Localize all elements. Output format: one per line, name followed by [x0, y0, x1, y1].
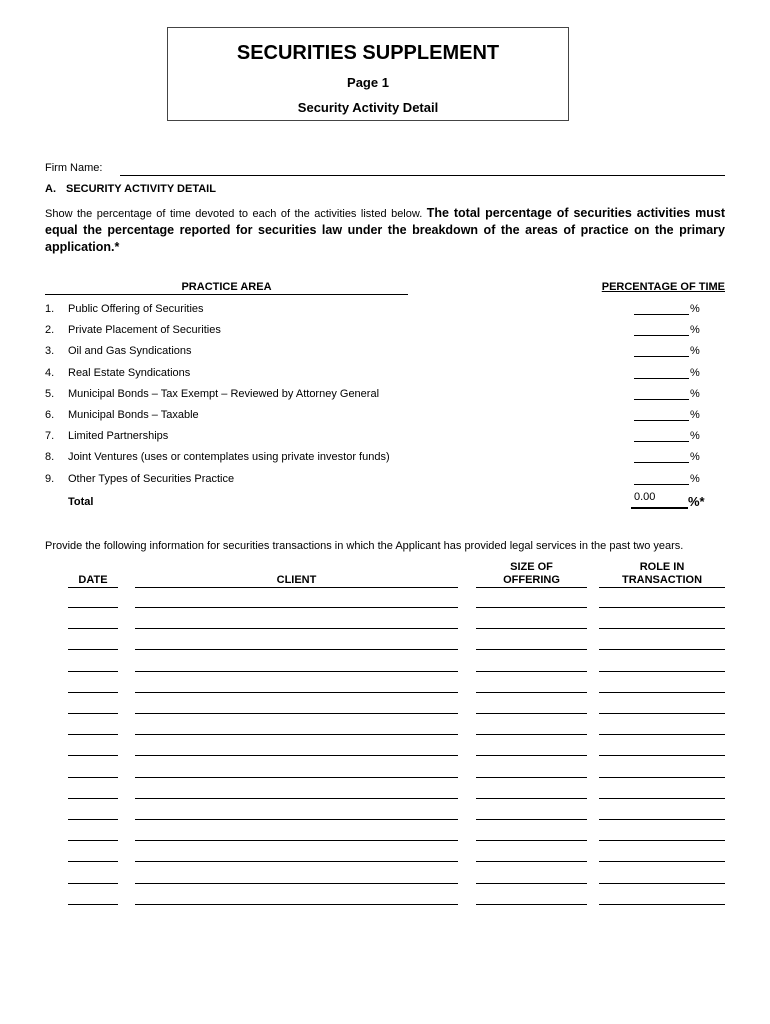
date-input-line[interactable]: [68, 628, 118, 629]
size-input-line[interactable]: [476, 777, 587, 778]
percentage-input[interactable]: [634, 335, 689, 336]
practice-row: [45, 388, 725, 404]
date-input-line[interactable]: [68, 904, 118, 905]
practice-row-label: Oil and Gas Syndications: [68, 345, 192, 357]
percentage-input[interactable]: [634, 484, 689, 485]
firm-name-field[interactable]: [120, 175, 725, 176]
section-title: SECURITY ACTIVITY DETAIL: [66, 183, 216, 195]
practice-row-label: Municipal Bonds – Taxable: [68, 409, 199, 421]
practice-row: [45, 409, 725, 425]
firm-name-label: Firm Name:: [45, 162, 103, 174]
client-input-line[interactable]: [135, 713, 458, 714]
size-input-line[interactable]: [476, 607, 587, 608]
practice-row-label: Real Estate Syndications: [68, 367, 191, 379]
percent-symbol: %: [690, 409, 700, 421]
role-input-line[interactable]: [599, 777, 725, 778]
role-input-line[interactable]: [599, 649, 725, 650]
role-input-line[interactable]: [599, 798, 725, 799]
date-input-line[interactable]: [68, 713, 118, 714]
percentage-input[interactable]: [634, 420, 689, 421]
instruction-text: Show the percentage of time devoted to each of the activities listed below.: [45, 208, 423, 220]
practice-row: [45, 430, 725, 446]
client-input-line[interactable]: [135, 755, 458, 756]
role-input-line[interactable]: [599, 755, 725, 756]
percent-symbol: %: [690, 303, 700, 315]
date-input-line[interactable]: [68, 755, 118, 756]
date-input-line[interactable]: [68, 819, 118, 820]
practice-row-label: Private Placement of Securities: [68, 324, 221, 336]
practice-row-label: Other Types of Securities Practice: [68, 473, 235, 485]
percentage-input[interactable]: [634, 399, 689, 400]
size-input-line[interactable]: [476, 819, 587, 820]
role-input-line[interactable]: [599, 692, 725, 693]
practice-row-number: 6.: [45, 409, 55, 421]
size-of-offering-column-header: [476, 561, 587, 588]
form-title: SECURITIES SUPPLEMENT: [236, 42, 500, 64]
role-input-line[interactable]: [599, 734, 725, 735]
practice-row-label: Municipal Bonds – Tax Exempt – Reviewed by Attorney General: [68, 388, 380, 400]
form-subtitle: Security Activity Detail: [297, 100, 439, 115]
page-number: Page 1: [347, 75, 389, 90]
total-value[interactable]: 0.00: [634, 491, 656, 503]
size-input-line[interactable]: [476, 798, 587, 799]
client-column-header: CLIENT: [135, 574, 458, 588]
role-header-line2: TRANSACTION: [621, 574, 703, 586]
practice-row-number: 2.: [45, 324, 55, 336]
practice-row-number: 3.: [45, 345, 55, 357]
role-input-line[interactable]: [599, 883, 725, 884]
practice-row: [45, 345, 725, 361]
total-underline: [631, 507, 688, 509]
date-column-header: DATE: [68, 574, 118, 588]
client-input-line[interactable]: [135, 904, 458, 905]
client-input-line[interactable]: [135, 819, 458, 820]
client-input-line[interactable]: [135, 798, 458, 799]
practice-row: [45, 303, 725, 319]
practice-row: [45, 324, 725, 340]
size-input-line[interactable]: [476, 649, 587, 650]
role-input-line[interactable]: [599, 819, 725, 820]
practice-row-number: 5.: [45, 388, 55, 400]
percent-symbol: %: [690, 430, 700, 442]
practice-row: [45, 367, 725, 383]
total-percent-symbol: %*: [688, 494, 705, 509]
size-input-line[interactable]: [476, 692, 587, 693]
role-header-line1: ROLE IN: [639, 561, 685, 573]
client-input-line[interactable]: [135, 861, 458, 862]
client-input-line[interactable]: [135, 840, 458, 841]
client-input-line[interactable]: [135, 692, 458, 693]
date-input-line[interactable]: [68, 734, 118, 735]
percentage-of-time-header: PERCENTAGE OF TIME: [601, 281, 725, 293]
client-input-line[interactable]: [135, 734, 458, 735]
date-input-line[interactable]: [68, 671, 118, 672]
transactions-intro: Provide the following information for securities transactions in which the Applicant has provided legal services in the past two years.: [45, 540, 684, 552]
role-input-line[interactable]: [599, 628, 725, 629]
role-input-line[interactable]: [599, 713, 725, 714]
percent-symbol: %: [690, 451, 700, 463]
role-input-line[interactable]: [599, 607, 725, 608]
date-input-line[interactable]: [68, 883, 118, 884]
role-input-line[interactable]: [599, 861, 725, 862]
size-input-line[interactable]: [476, 883, 587, 884]
size-input-line[interactable]: [476, 904, 587, 905]
percent-symbol: %: [690, 324, 700, 336]
size-input-line[interactable]: [476, 734, 587, 735]
client-input-line[interactable]: [135, 883, 458, 884]
percent-symbol: %: [690, 367, 700, 379]
percentage-input[interactable]: [634, 314, 689, 315]
practice-row-number: 7.: [45, 430, 55, 442]
percent-symbol: %: [690, 388, 700, 400]
size-input-line[interactable]: [476, 713, 587, 714]
date-input-line[interactable]: [68, 840, 118, 841]
practice-area-header: PRACTICE AREA: [45, 281, 408, 295]
date-input-line[interactable]: [68, 649, 118, 650]
date-input-line[interactable]: [68, 798, 118, 799]
practice-row-label: Public Offering of Securities: [68, 303, 204, 315]
practice-row-label: Joint Ventures (uses or contemplates using private investor funds): [68, 451, 390, 463]
percentage-input[interactable]: [634, 441, 689, 442]
date-input-line[interactable]: [68, 861, 118, 862]
percent-symbol: %: [690, 473, 700, 485]
practice-row-number: 4.: [45, 367, 55, 379]
client-input-line[interactable]: [135, 607, 458, 608]
practice-row-number: 8.: [45, 451, 55, 463]
section-heading: [45, 183, 216, 195]
size-header-line2: OFFERING: [503, 574, 560, 586]
percent-symbol: %: [690, 345, 700, 357]
size-input-line[interactable]: [476, 861, 587, 862]
client-input-line[interactable]: [135, 777, 458, 778]
practice-row: [45, 451, 725, 467]
date-input-line[interactable]: [68, 692, 118, 693]
percentage-input[interactable]: [634, 378, 689, 379]
client-input-line[interactable]: [135, 671, 458, 672]
practice-row-label: Limited Partnerships: [68, 430, 169, 442]
practice-row-number: 1.: [45, 303, 55, 315]
client-input-line[interactable]: [135, 649, 458, 650]
size-input-line[interactable]: [476, 628, 587, 629]
size-header-line1: SIZE OF: [510, 561, 553, 573]
instructions: [45, 205, 725, 256]
title-box: [167, 27, 569, 121]
size-input-line[interactable]: [476, 840, 587, 841]
role-input-line[interactable]: [599, 840, 725, 841]
instruction-bold-text: The total percentage of securities activities must equal the percentage reported for securities law under the breakdown of the areas of practice on the primary application.*: [45, 206, 725, 254]
size-input-line[interactable]: [476, 671, 587, 672]
practice-row: [45, 473, 725, 489]
practice-row-number: 9.: [45, 473, 55, 485]
role-input-line[interactable]: [599, 904, 725, 905]
size-input-line[interactable]: [476, 755, 587, 756]
percentage-input[interactable]: [634, 356, 689, 357]
client-input-line[interactable]: [135, 628, 458, 629]
total-label: Total: [68, 496, 94, 508]
role-in-transaction-column-header: [599, 561, 725, 588]
role-input-line[interactable]: [599, 671, 725, 672]
date-input-line[interactable]: [68, 607, 118, 608]
percentage-input[interactable]: [634, 462, 689, 463]
section-number: A.: [45, 183, 56, 195]
date-input-line[interactable]: [68, 777, 118, 778]
